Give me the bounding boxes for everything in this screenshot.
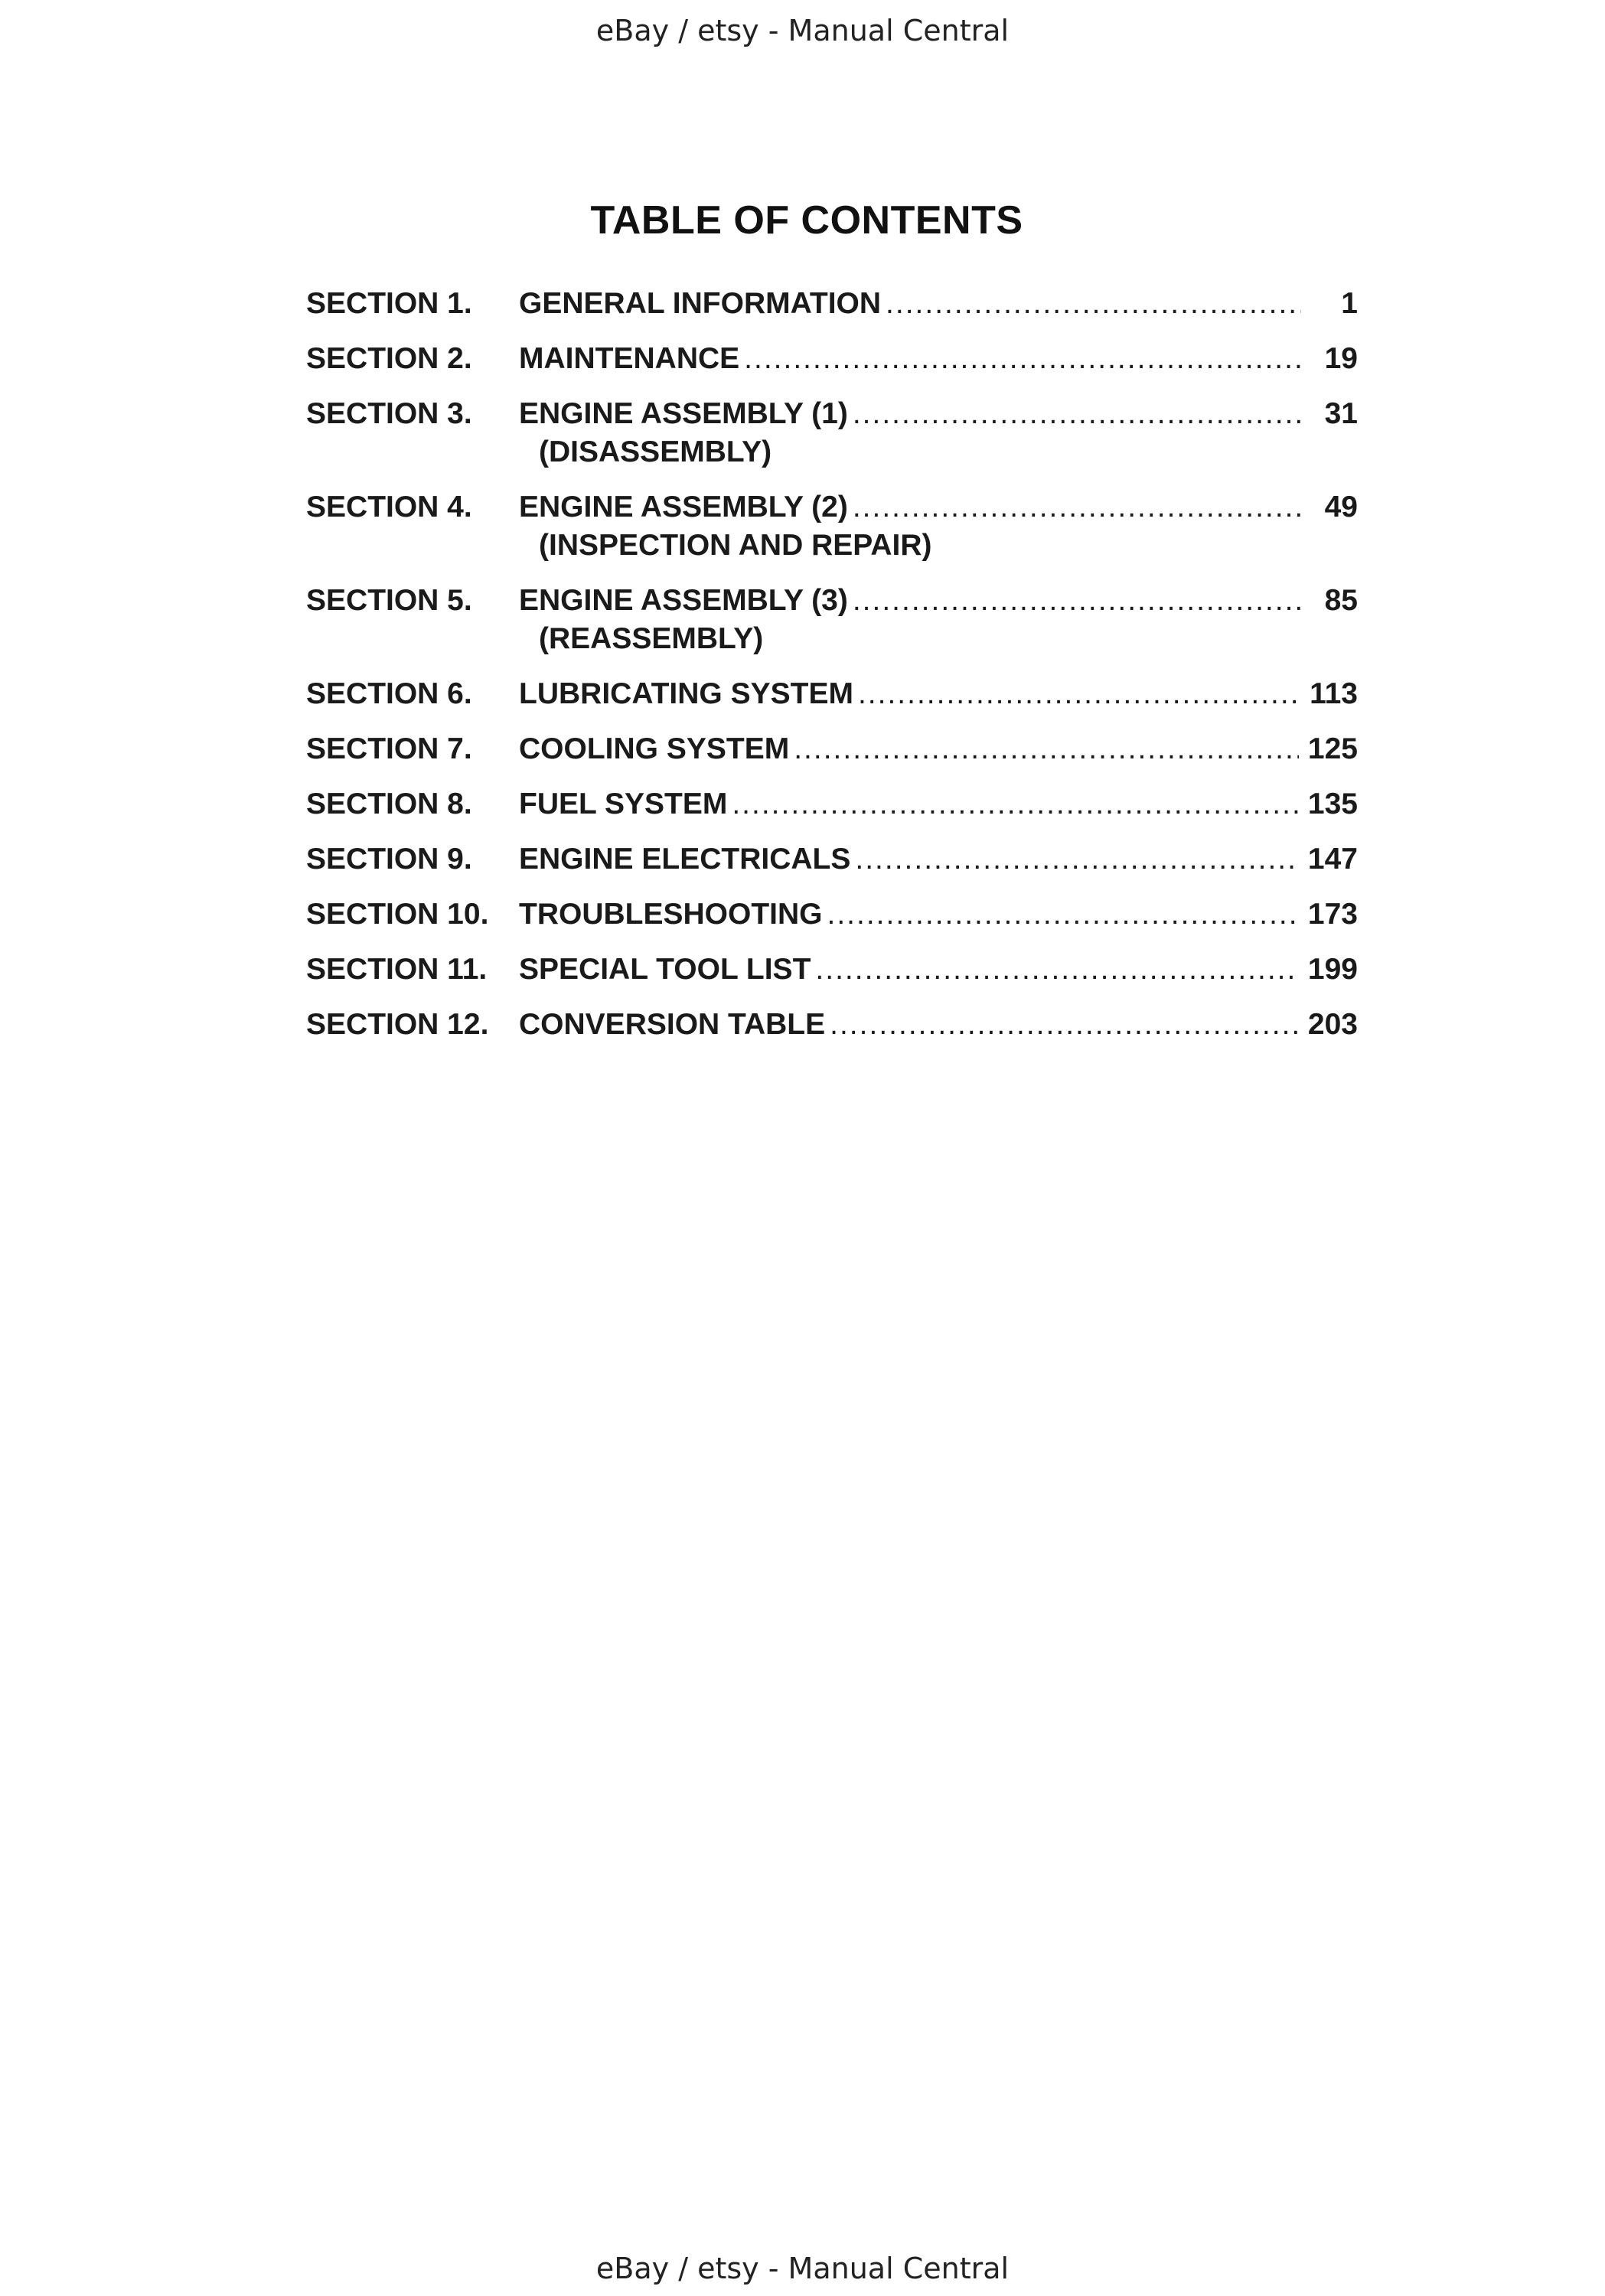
section-number: SECTION 11. [306,953,488,986]
page-number: 199 [1307,953,1358,986]
section-title: LUBRICATING SYSTEM [519,677,853,710]
toc-entry [306,582,1358,658]
toc-entry-body [519,951,1358,989]
page-number: 173 [1307,898,1358,931]
page-number: 31 [1324,397,1358,430]
page-number: 203 [1307,1008,1358,1041]
dot-leader [853,488,1301,527]
footer-banner: eBay / etsy - Manual Central [595,2252,1010,2285]
toc-entry-body [519,840,1358,879]
toc-entry-body [519,582,1358,658]
dot-leader [886,285,1301,323]
section-title: ENGINE ASSEMBLY (3) [519,584,848,617]
page-number: 147 [1307,843,1358,876]
header-banner: eBay / etsy - Manual Central [595,14,1010,47]
section-title: MAINTENANCE [519,342,740,375]
toc-entry-line [519,730,1358,768]
section-title: FUEL SYSTEM [519,788,728,820]
section-title: TROUBLESHOOTING [519,898,823,931]
section-number: SECTION 3. [306,397,472,430]
dot-leader [732,785,1299,823]
dot-leader [858,675,1300,713]
section-subtitle: (REASSEMBLY) [539,622,764,655]
toc-entry-line [519,840,1358,879]
dot-leader [853,582,1301,620]
toc-entry-body [519,395,1358,471]
section-title: ENGINE ASSEMBLY (2) [519,491,848,523]
page-title: TABLE OF CONTENTS [590,198,1023,243]
page-number: 49 [1324,491,1358,523]
toc-entry [306,840,1358,879]
dot-leader [744,340,1301,378]
section-number: SECTION 9. [306,843,472,876]
section-title: CONVERSION TABLE [519,1008,826,1041]
page-number: 19 [1324,342,1358,375]
table-of-contents [306,285,1358,1061]
toc-entry-line [519,675,1358,713]
toc-entry-body [519,340,1358,378]
toc-entry-line [519,285,1358,323]
page-number: 113 [1310,677,1358,710]
toc-entry-body [519,1006,1358,1044]
section-title: COOLING SYSTEM [519,732,790,765]
section-number: SECTION 7. [306,732,472,765]
toc-entry-line [519,488,1358,527]
toc-entry-line [519,1006,1358,1044]
section-number: SECTION 8. [306,788,472,820]
toc-entry-body [519,675,1358,713]
page-number: 1 [1341,287,1358,320]
dot-leader [830,1006,1299,1044]
toc-entry [306,285,1358,323]
section-number: SECTION 12. [306,1008,489,1041]
toc-entry-line [519,895,1358,934]
section-number: SECTION 2. [306,342,472,375]
section-number: SECTION 1. [306,287,472,320]
section-number: SECTION 10. [306,898,489,931]
toc-entry [306,395,1358,471]
dot-leader [794,730,1299,768]
dot-leader [827,895,1299,934]
toc-entry [306,1006,1358,1044]
toc-entry-line [519,582,1358,620]
dot-leader [853,395,1301,433]
toc-entry [306,951,1358,989]
section-title: ENGINE ELECTRICALS [519,843,851,876]
toc-entry [306,785,1358,823]
page-number: 135 [1307,788,1358,820]
section-subtitle: (INSPECTION AND REPAIR) [539,529,932,562]
section-number: SECTION 5. [306,584,472,617]
section-number: SECTION 6. [306,677,472,710]
toc-entry [306,488,1358,565]
dot-leader [855,840,1299,879]
toc-entry-body [519,895,1358,934]
toc-entry-body [519,488,1358,565]
section-title: GENERAL INFORMATION [519,287,882,320]
section-title: SPECIAL TOOL LIST [519,953,811,986]
toc-entry-body [519,785,1358,823]
toc-entry [306,730,1358,768]
toc-entry-line [519,340,1358,378]
toc-entry-line [519,395,1358,433]
toc-entry-body [519,730,1358,768]
section-number: SECTION 4. [306,491,472,523]
toc-entry-body [519,285,1358,323]
toc-entry [306,340,1358,378]
toc-entry-line [519,951,1358,989]
dot-leader [815,951,1299,989]
section-title: ENGINE ASSEMBLY (1) [519,397,848,430]
toc-entry [306,675,1358,713]
page-number: 85 [1324,584,1358,617]
toc-entry [306,895,1358,934]
page-number: 125 [1307,732,1358,765]
toc-entry-line [519,785,1358,823]
section-subtitle: (DISASSEMBLY) [539,435,772,468]
